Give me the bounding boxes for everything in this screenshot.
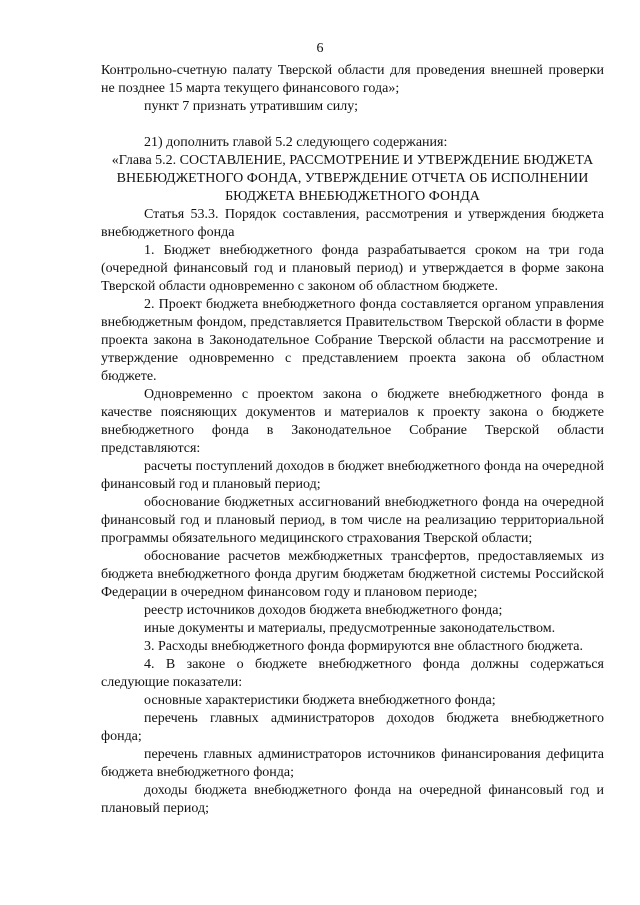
list-item-transfers-justification: обоснование расчетов межбюджетных трансфертов, предоставляемых из бюджета внебюджетного фонда другим бюджетам бюджетной системы Российской Федерации в очередном финансовом году и плановом периоде; [101,549,604,600]
list-item-revenue-calculations: расчеты поступлений доходов в бюджет внебюджетного фонда на очередной финансовый год и плановый период; [101,459,604,492]
list-item-other-documents: иные документы и материалы, предусмотренные законодательством. [144,621,556,636]
paragraph-spacer [101,116,604,134]
chapter-heading: «Глава 5.2. СОСТАВЛЕНИЕ, РАССМОТРЕНИЕ И УТВЕРЖДЕНИЕ БЮДЖЕТА ВНЕБЮДЖЕТНОГО ФОНДА, УТВЕРЖДЕНИЕ ОТЧЕТА ОБ ИСПОЛНЕНИИ БЮДЖЕТА ВНЕБЮДЖЕТНОГО ФОНДА [111,153,594,204]
paragraph-clause-3: 3. Расходы внебюджетного фонда формируются вне областного бюджета. [144,639,583,654]
list-item-allocations-justification: обоснование бюджетных ассигнований внебюджетного фонда на очередной финансовый год и плановый период, в том числе на реализацию территориальной программы обязательного медицинского страхования Тверской области; [101,495,604,546]
list-item-main-characteristics: основные характеристики бюджета внебюджетного фонда; [144,693,496,708]
document-body [101,62,604,818]
list-item-revenue-registry: реестр источников доходов бюджета внебюджетного фонда; [144,603,503,618]
list-item-revenue-administrators: перечень главных администраторов доходов бюджета внебюджетного фонда; [101,711,604,744]
page-number: 6 [316,41,324,56]
paragraph-closing-clause: Контрольно-счетную палату Тверской области для проведения внешней проверки не позднее 15 марта текущего финансового года»; [101,63,604,96]
paragraph-documents-intro: Одновременно с проектом закона о бюджете внебюджетного фонда в качестве поясняющих документов и материалов к проекту закона о бюджете внебюджетного фонда в Законодательное Собрание Тверской области представляются: [101,387,604,456]
paragraph-clause-1: 1. Бюджет внебюджетного фонда разрабатывается сроком на три года (очередной финансовый год и плановый период) и утверждается в форме закона Тверской области одновременно с законом об областном бюджете. [101,243,604,294]
list-item-fund-revenues: доходы бюджета внебюджетного фонда на очередной финансовый год и плановый период; [101,783,604,816]
list-item-deficit-administrators: перечень главных администраторов источников финансирования дефицита бюджета внебюджетного фонда; [101,747,604,780]
article-title: Статья 53.3. Порядок составления, рассмотрения и утверждения бюджета внебюджетного фонда [101,207,604,240]
paragraph-item-7-repeal: пункт 7 признать утратившим силу; [144,99,358,114]
paragraph-clause-4: 4. В законе о бюджете внебюджетного фонда должны содержаться следующие показатели: [101,657,604,690]
paragraph-clause-2: 2. Проект бюджета внебюджетного фонда составляется органом управления внебюджетным фондом, представляется Правительством Тверской области в форме проекта закона в Законодательное Собрание Тверской области на рассмотрение и утверждение одновременно с представлением проекта закона об областном бюджете. [101,297,604,384]
paragraph-item-21: 21) дополнить главой 5.2 следующего содержания: [144,135,448,150]
